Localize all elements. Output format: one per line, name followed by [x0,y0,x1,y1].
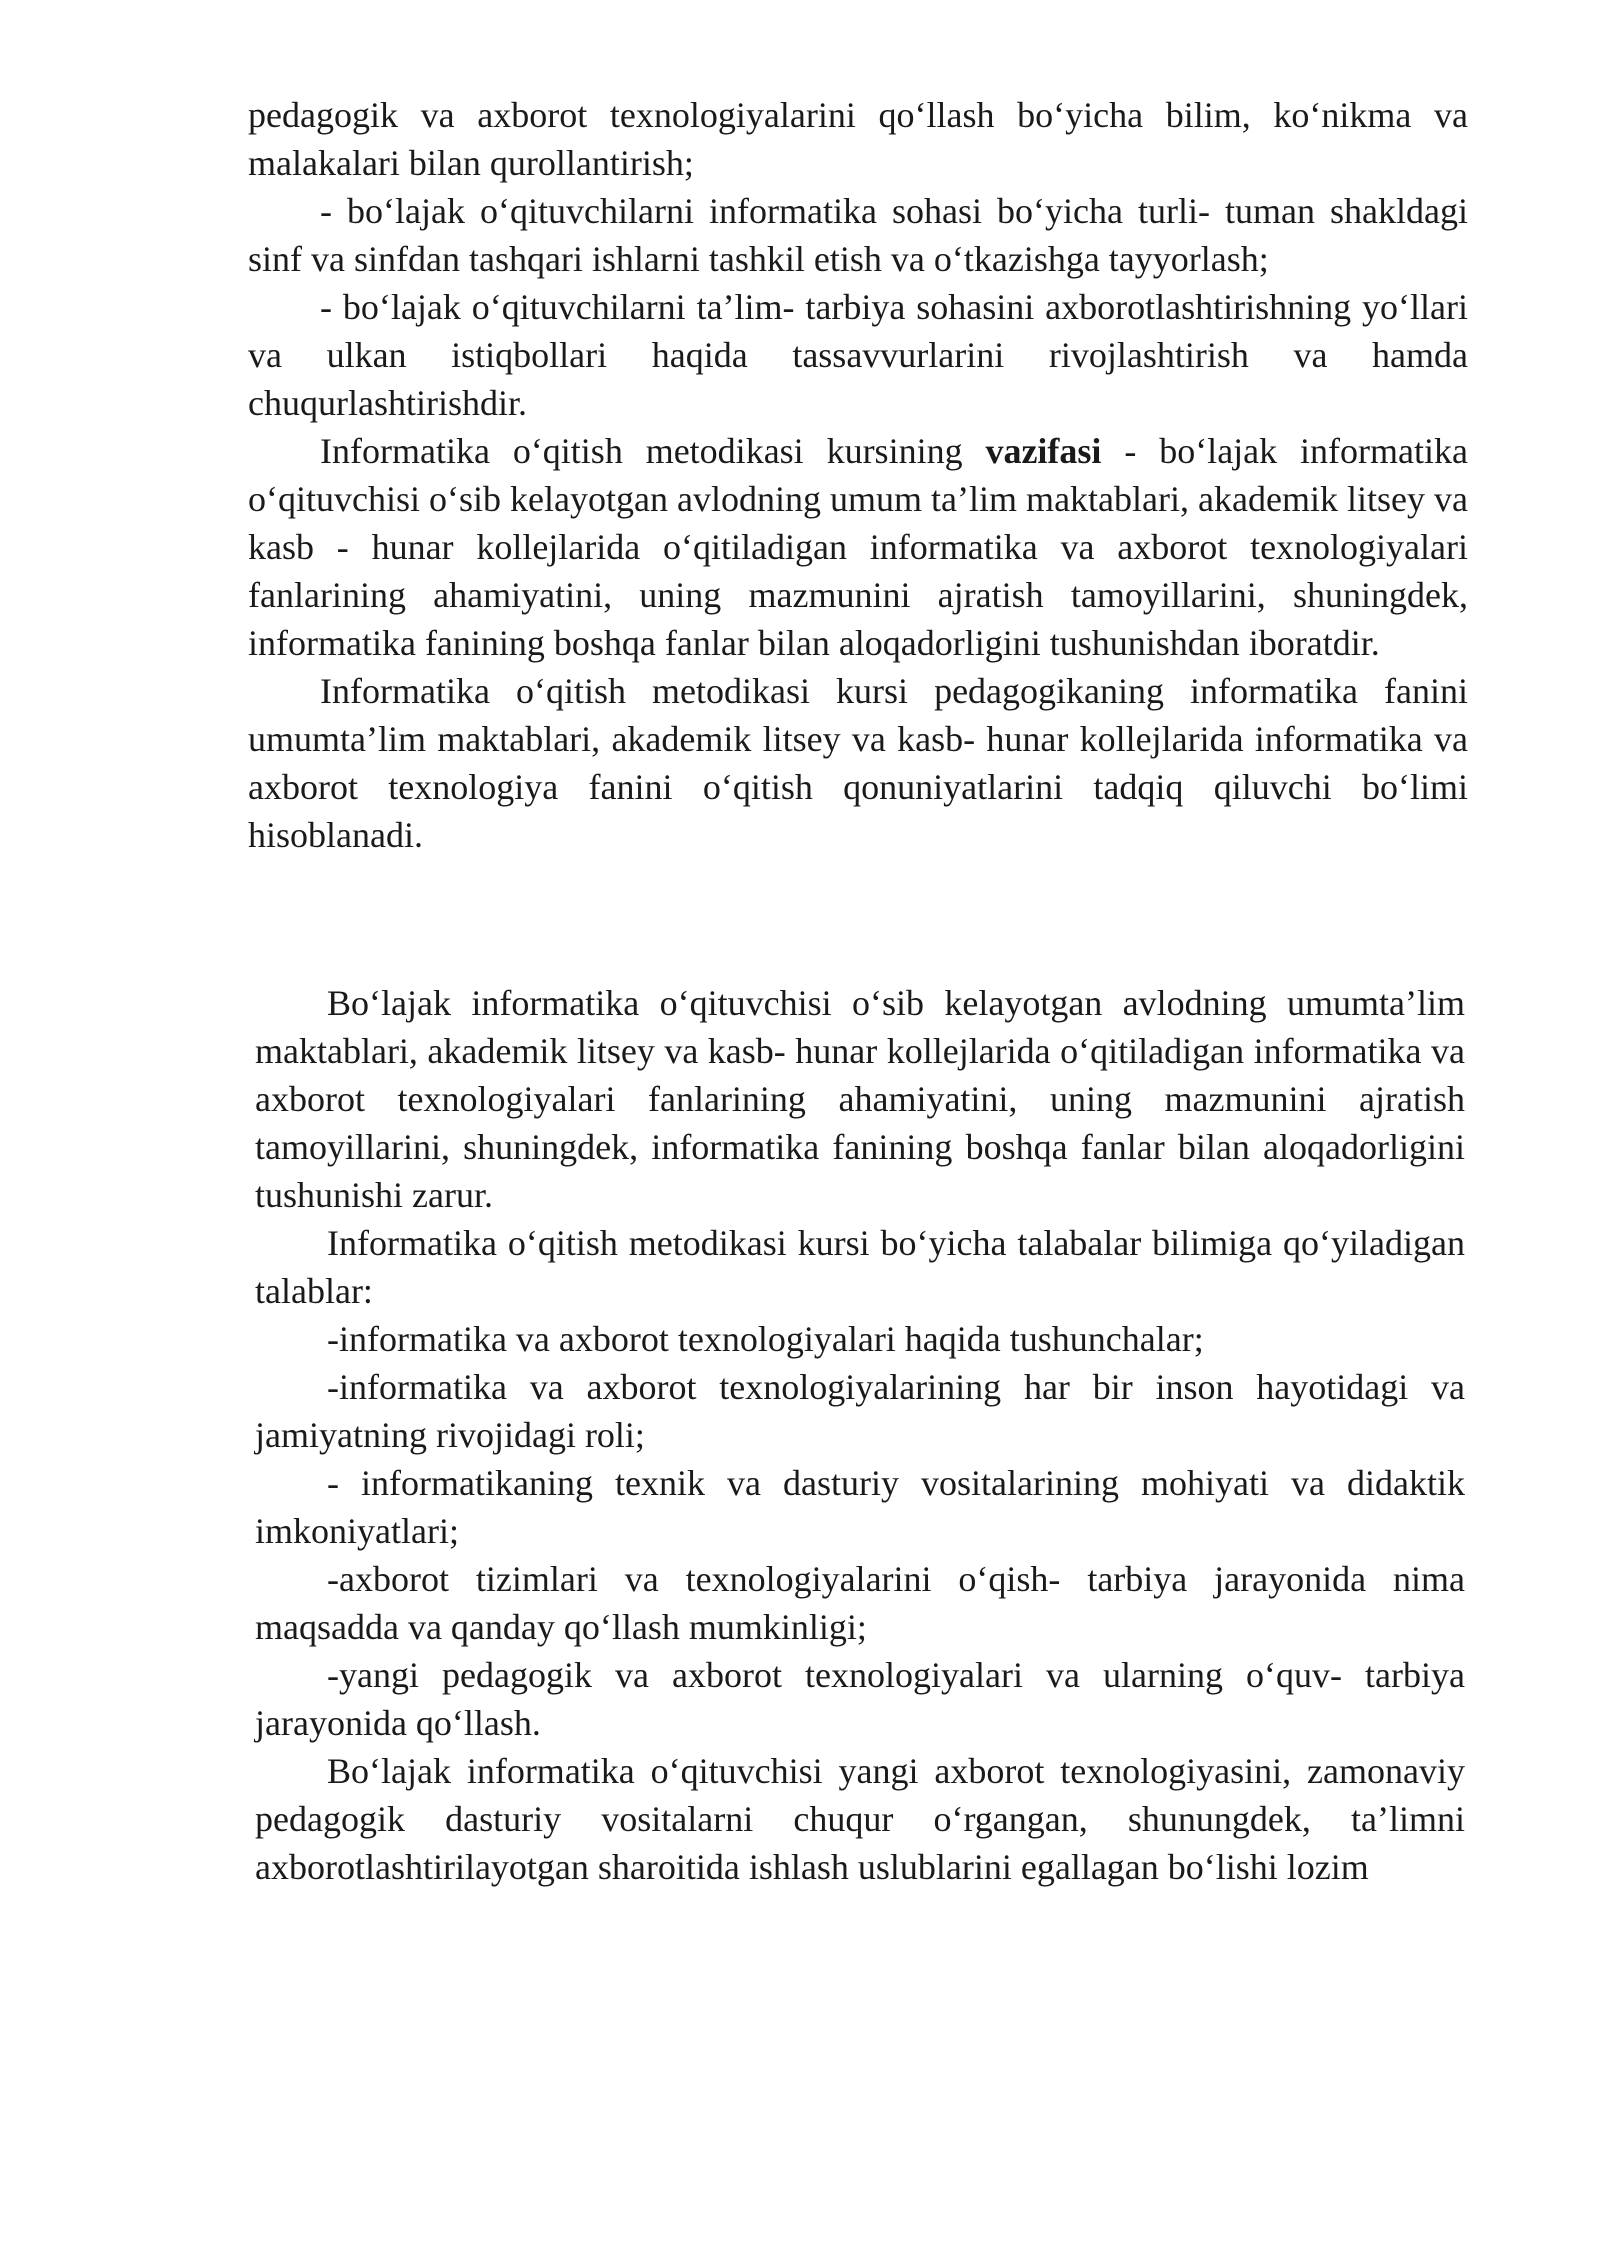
course-task-text-start: Informatika o‘qitish metodikasi kursining [320,431,986,471]
text-block-lower [255,979,1465,1891]
course-task-text-end: - bo‘lajak informatika o‘qituvchisi o‘sib kelayotgan avlodning umum ta’lim maktablari, akademik litsey va kasb - hunar kollejlarida o‘qitiladigan informatika va axborot texnologiyalari fanlarining ahamiyatini, uning mazmunini ajratish tamoyillarini, shuningdek, informatika fanining boshqa fanlar bilan aloqadorligini tushunishdan iboratdir. [248,431,1468,663]
paragraph-teacher-skills: Bo‘lajak informatika o‘qituvchisi yangi axborot texnologiyasini, zamonaviy pedagogik dasturiy vositalarni chuqur o‘rgangan, shunungdek, ta’limni axborotlashtirilayotgan sharoitida ishlash uslublarini egallagan bo‘lishi lozim [255,1751,1465,1887]
paragraph-goal-continuation: pedagogik va axborot texnologiyalarini qo‘llash bo‘yicha bilim, ko‘nikma va malakalari bilan qurollantirish; [248,95,1468,183]
course-task-keyword: vazifasi [985,431,1102,471]
list-item-extracurricular: - bo‘lajak o‘qituvchilarni informatika sohasi bo‘yicha turli- tuman shakldagi sinf va sinfdan tashqari ishlarni tashkil etish va o‘tkazishga tayyorlash; [248,191,1468,279]
paragraph-teacher-understanding: Bo‘lajak informatika o‘qituvchisi o‘sib kelayotgan avlodning umumta’lim maktablari, akademik litsey va kasb- hunar kollejlarida o‘qitiladigan informatika va axborot texnologiyalari fanlarining ahamiyatini, uning mazmunini ajratish tamoyillarini, shuningdek, informatika fanining boshqa fanlar bilan aloqadorligini tushunishi zarur. [255,983,1465,1215]
text-block-upper [248,91,1468,859]
paragraph-course-definition: Informatika o‘qitish metodikasi kursi pedagogikaning informatika fanini umumta’lim maktablari, akademik litsey va kasb- hunar kollejlarida informatika va axborot texnologiya fanini o‘qitish qonuniyatlarini tadqiq qiluvchi bo‘limi hisoblanadi. [248,671,1468,855]
list-item-requirement: - informatikaning texnik va dasturiy vositalarining mohiyati va didaktik imkoniyatlari; [255,1463,1465,1551]
list-item-requirement: -axborot tizimlari va texnologiyalarini o‘qish- tarbiya jarayonida nima maqsadda va qanday qo‘llash mumkinligi; [255,1559,1465,1647]
list-item-requirement: -informatika va axborot texnologiyalari haqida tushunchalar; [327,1319,1204,1359]
list-item-informatization: - bo‘lajak o‘qituvchilarni ta’lim- tarbiya sohasini axborotlashtirishning yo‘llari va ulkan istiqbollari haqida tassavvurlarini rivojlashtirish va hamda chuqurlashtirishdir. [248,287,1468,423]
list-item-requirement: -yangi pedagogik va axborot texnologiyalari va ularning o‘quv- tarbiya jarayonida qo‘llash. [255,1655,1465,1743]
list-item-requirement: -informatika va axborot texnologiyalarining har bir inson hayotidagi va jamiyatning rivojidagi roli; [255,1367,1465,1455]
paragraph-course-task [248,427,1468,667]
paragraph-requirements-intro: Informatika o‘qitish metodikasi kursi bo‘yicha talabalar bilimiga qo‘yiladigan talablar: [255,1223,1465,1311]
